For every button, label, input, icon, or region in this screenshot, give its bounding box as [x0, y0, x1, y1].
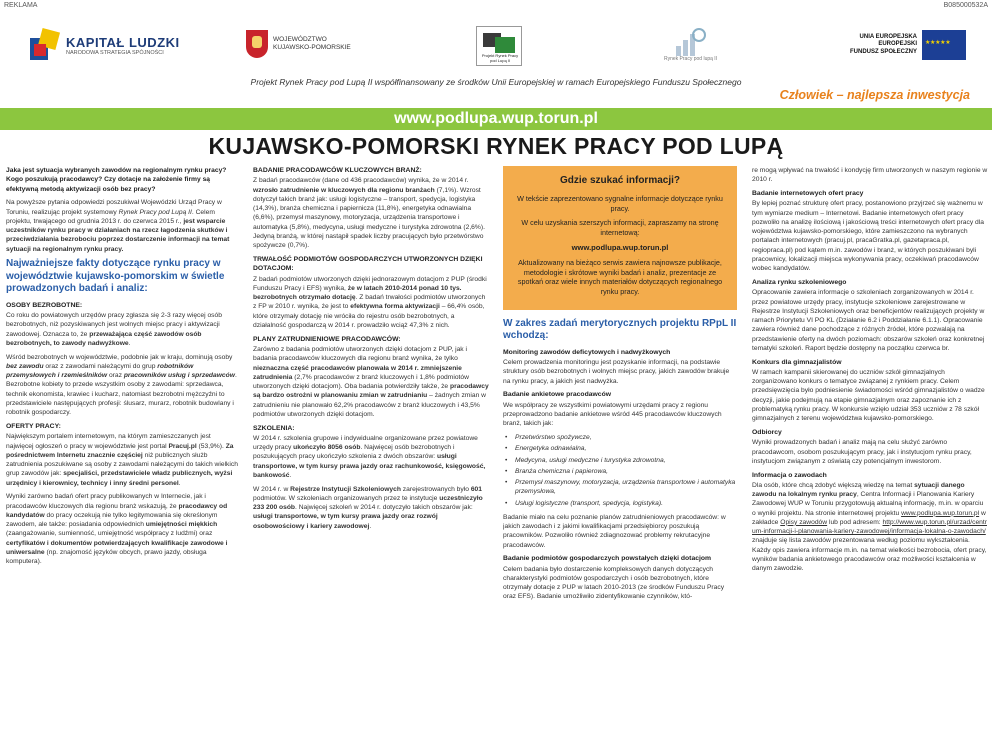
- list-item: • Przetwórstwo spożywcze,: [515, 433, 737, 442]
- occupation-descriptions-link[interactable]: Opisy zawodów: [780, 518, 828, 526]
- woj-line1: WOJEWÓDZTWO: [273, 36, 327, 44]
- facts-heading: Najważniejsze fakty dotyczące rynku pracy w województwie kujawsko-pomorskim w świetle prowadzonych badań i analiz:: [6, 258, 225, 295]
- eu-flag-icon: [922, 30, 966, 60]
- employment-plans-paragraph: Zarówno z badania podmiotów utworzonych dzięki dotacjom z PUP, jak i badania pracodawców kluczowych dla regionu branż wynika, że tylko nieznaczna część pracodawców planowała w 2014 r. zmniejszenie zatrudnienia (2,7% pracodawców z branż kluczowych i 1,8% podmiotów utworzonych dzięki dotacjom). Oba badania potwierdziły także, że pracodawcy są bardzo ostrożni w planowaniu zmian w zatrudnianiu – żadnych zmian w zatrudnieniu nie planowało 62,2% pracodawców z branż kluczowych i 43,5% podmiotów utworzonych dzięki dotacjom.: [253, 346, 489, 418]
- info-box-text: W celu uzyskania szerszych informacji, zapraszamy na stronę internetową:: [521, 218, 719, 237]
- info-box-text: W tekście zaprezentowano sygnalne informacje dotyczące rynku pracy.: [517, 193, 723, 213]
- info-box: [503, 166, 737, 310]
- section-title: SZKOLENIA:: [253, 424, 295, 432]
- occupations-paragraph: Dla osób, które chcą zdobyć większą wiedzę na temat sytuacji danego zawodu na lokalnym rynku pracy, Centra Informacji i Planowania Kariery Zawodowej WUP w Toruniu przygotowują aktualną informację, m.in. w oparciu o wyniki projektu. Na stronie internetowej projektu www.podlupa.wup.torun.pl w zakładce Opisy zawodów lub pod adresem: http://www.wup.torun.pl/urzad/centrum-informacji-i-planowania-kariery-zawodowej/informacja-lokalna-o-zawodach/ znajduje się lista zawodów prezentowana według poziomu wykształcenia. Każdy opis zawiera informacje m.in. na temat wielkości bezrobocia, ofert pracy, wyników badania ankietowego pracodawców oraz możliwości kształcenia w danym zawodzie.: [752, 481, 987, 573]
- training-register-paragraph: W 2014 r. w Rejestrze Instytucji Szkoleniowych zarejestrowanych było 601 podmiotów. W szkoleniach organizowanych przez te instytucje uczestniczyło 233 200 osób. Najwięcej szkoleń w 2014 r. dotyczyło takich obszarów jak: usługi transportowe, w tym kursy prawa jazdy oraz rozwój osobowościowy i kariery zawodowej.: [253, 485, 483, 530]
- column-1: [6, 166, 240, 729]
- task-title: Informacja o zawodach: [752, 471, 827, 479]
- unemployed-paragraph: Co roku do powiatowych urzędów pracy zgłasza się 2-3 razy więcej osób bezrobotnych, niż pozyskiwanych jest wolnych miejsc pracy i aktywizacji zawodowej. Oznacza to, że przeważająca część zawodów osób bezrobotnych, to zawody nadwyżkowe.: [6, 312, 222, 347]
- task-paragraph: We współpracy ze wszystkimi powiatowymi urzędami pracy z regionu przeprowadzono badanie ankietowe wśród 445 pracodawców kluczowych branż, takich jak:: [503, 401, 722, 428]
- task-title: Badanie podmiotów gospodarczych powstałych dzięki dotacjom: [503, 555, 712, 563]
- task-paragraph: Badanie miało na celu poznanie planów zatrudnieniowych pracodawców: w jakich zawodach i z jakimi kwalifikacjami przedsiębiorcy poszukują pracowników. Pozwoliło również zdiagnozować problemy rekrutacyjne pracodawców.: [503, 513, 726, 549]
- task-title: Monitoring zawodów deficytowych i nadwyżkowych: [503, 348, 671, 356]
- intro-paragraph: Na powyższe pytania odpowiedzi poszukiwał Wojewódzki Urząd Pracy w Toruniu, realizując projekt systemowy Rynek Pracy pod Lupą II. Celem projektu, trwającego od grudnia 2013 r. do czerwca 2015 r., jest wsparcie uczestników rynku pracy w działaniach na rzecz łagodzenia skutków i przeciwdziałania bezrobociu poprzez dostarczenie informacji na temat sytuacji na regionalnym rynku pracy.: [6, 199, 230, 253]
- task-title: Odbiorcy: [752, 428, 782, 436]
- kapital-ludzki-logo: [30, 28, 180, 62]
- task-title: Konkurs dla gimnazjalistów: [752, 358, 842, 366]
- industries-list: [515, 433, 737, 508]
- logo-strip: [0, 14, 992, 78]
- cofinancing-note: Projekt Rynek Pracy pod Lupą II współfinansowany ze środków Unii Europejskiej w ramach Europejskiego Funduszu Społecznego: [250, 77, 742, 87]
- rpl-icon: [476, 26, 522, 66]
- column-2: [253, 166, 489, 729]
- ue-line1: UNIA EUROPEJSKA: [859, 34, 918, 41]
- ue-line2: EUROPEJSKI: [878, 41, 918, 48]
- magnifier-chart-icon: [674, 26, 708, 56]
- list-item: • Przemysł maszynowy, motoryzacja, urządzenia transportowe i automatyka przemysłowa,: [515, 478, 737, 497]
- kl-title: KAPITAŁ LUDZKI: [66, 34, 180, 50]
- task-paragraph: Celem badania było dostarczenie kompleksowych danych dotyczących charakterystyki podmiotów gospodarczych i osób bezrobotnych, które otrzymały dotacje z PUP w latach 2010-2013 (ze środków Funduszu Pracy oraz EFS). Badanie umożliwiło zidentyfikowanie czynników, któ-: [503, 565, 725, 601]
- top-line: [0, 0, 992, 12]
- grants-paragraph: Z badań podmiotów utworzonych dzięki jednorazowym dotacjom z PUP (środki Funduszu Pracy i EFS) wynika, że w latach 2010-2014 ponad 10 tys. bezrobotnych otrzymało dotację. Z badań trwałości podmiotów utworzonych z FP w 2010 r. wynika, że jest to efektywna forma aktywizacji – 66,4% osób, które otrzymały dotację nie wróciła do rejestru osób bezrobotnych, a działalność gospodarczą w 2014 r. prowadziło wciąż 47,3% z nich.: [253, 275, 487, 329]
- list-item: • Energetyka odnawialna,: [515, 444, 737, 453]
- task-paragraph: W ramach kampanii skierowanej do uczniów szkół gimnazjalnych zorganizowano konkurs o tematyce związanej z rynkiem pracy. Celem przedsięwzięcia było podniesienie świadomości wśród gimnazjalistów o wadze decyzji, jakie podejmują na etapie gimnazjalnym oraz zapoznanie ich z problematyką rynku pracy. W konkursie wzięło udział 353 uczniów z 78 szkół gimnazjalnych z terenu województwa kujawsko-pomorskiego.: [752, 368, 985, 423]
- list-item: • Usługi logistyczne (transport, spedycja, logistyka).: [515, 499, 737, 508]
- task-title: Badanie internetowych ofert pracy: [752, 190, 864, 197]
- wojewodztwo-logo: [246, 30, 351, 58]
- unemployed-groups-paragraph: Wśród bezrobotnych w województwie, podobnie jak w kraju, dominują osoby bez zawodu oraz z zawodami należącymi do grup robotników przemysłowych i rzemieślników oraz pracowników usług i sprzedawców. Bezrobotne kobiety to przede wszystkim osoby z zawodami: sprzedawca, technik ekonomista, krawiec i kucharz, natomiast bezrobotni mężczyźni to przedstawiciele następujących profesji: ślusarz, murarz, robotnik budowlany i robotnik gospodarczy.: [6, 353, 237, 417]
- column-4: [752, 166, 988, 729]
- section-title: BADANIE PRACODAWCÓW KLUCZOWYCH BRANŻ:: [253, 167, 422, 174]
- info-box-url[interactable]: www.podlupa.wup.torun.pl: [571, 242, 669, 252]
- kl-subtitle: NARODOWA STRATEGIA SPÓJNOŚCI: [66, 49, 164, 56]
- project-link[interactable]: www.podlupa.wup.torun.pl: [901, 509, 980, 517]
- rpl-logo: [476, 26, 522, 66]
- website-url-bar[interactable]: www.podlupa.wup.torun.pl: [0, 108, 992, 130]
- column-3: [503, 166, 737, 729]
- page-title: KUJAWSKO-POMORSKI RYNEK PRACY POD LUPĄ: [208, 133, 784, 159]
- crest-icon: [246, 30, 268, 58]
- employer-expectations-paragraph: Wyniki zarówno badań ofert pracy publikowanych w Internecie, jak i pracodawców kluczowych dla regionu branż wskazują, że pracodawcy od kandydatów do pracy oczekują nie tylko legitymowania się określonym zawodem, ale także: posiadania odpowiednich umiejętności miękkich (zaangażowanie, sumienność, umiejętność współpracy z ludźmi) oraz certyfikatów i dokumentów potwierdzających kwalifikacje zawodowe i uniwersalne (np. znajomość języków obcych, prawo jazdy, obsługa komputera).: [6, 493, 228, 565]
- eu-logo: [850, 30, 966, 60]
- task-title: Badanie ankietowe pracodawców: [503, 391, 612, 399]
- ue-line3: FUNDUSZ SPOŁECZNY: [850, 48, 918, 55]
- rpu-caption: Rynek Pracy pod lupą II: [664, 56, 718, 62]
- section-title: OFERTY PRACY:: [6, 422, 61, 430]
- lead-paragraph: Jaka jest sytuacja wybranych zawodów na regionalnym rynku pracy? Kogo poszukują pracodawcy? Czy dotacje na założenie firmy są efektywną metodą aktywizacji osób bez pracy?: [6, 167, 227, 193]
- woj-line2: KUJAWSKO-POMORSKIE: [273, 44, 351, 51]
- tasks-heading: W zakres zadań merytorycznych projektu RPpL II wchodzą:: [503, 317, 737, 342]
- section-title: OSOBY BEZROBOTNE:: [6, 301, 83, 309]
- rpu-logo: [664, 26, 717, 62]
- local-info-link[interactable]: http://www.wup.torun.pl/urzad/centrum-informacji-i-planowania-kariery-zawodowej/informacja-lokalna-o-zawodach/: [752, 518, 987, 536]
- task-paragraph: Opracowanie zawiera informacje o szkoleniach zorganizowanych w 2014 r. przez powiatowe urzędy pracy, instytucje szkoleniowe zarejestrowane w Rejestrze Instytucji Szkoleniowych oraz beneficjentów realizujących projekty w ramach Priorytetu VI PO KL (Działanie 6.2 i Poddziałanie 6.1.1). Opracowanie zawiera również dane pochodzące z różnych źródeł, które pozwalają na przedstawienie oferty na dwóch poziomach: obszarów szkoleń oraz konkretnej tematyki szkoleń. Raport będzie dostępny na początku czerwca br.: [752, 289, 985, 352]
- trainings-paragraph: W 2014 r. szkolenia grupowe i indywidualne organizowane przez powiatowe urzędy pracy ukończyło 8056 osób. Najwięcej osób bezrobotnych i poszukujących pracy ukończyło szkolenia z dwóch obszarów: usługi transportowe, w tym kursy prawa jazdy oraz rachunkowość, księgowość, bankowość.: [253, 434, 486, 479]
- kapital-ludzki-icon: [30, 28, 60, 62]
- task-paragraph: By lepiej poznać strukturę ofert pracy, postanowiono przyjrzeć się ważnemu w tym wymiarze medium – Internetowi. Badanie internetowych ofert pracy pozwoliło na analizę ilościową i jakościową treści internetowych ofert pracy dla województwa kujawsko-pomorskiego, które zamieszczono na wybranych portalach internetowych (pracuj.pl, pracaGratka.pl, gazetapraca.pl, regiopraca.pl) pod kątem m.in. zawodów i branż, w których poszukiwani byli pracownicy, lokalizacji miejsca wykonywania pracy, oczekiwań pracodawców wobec kandydatów.: [752, 200, 984, 273]
- task-paragraph: Celem prowadzenia monitoringu jest pozyskanie informacji, na podstawie struktury osób bezrobotnych i wolnych miejsc pracy, jakich zawodów brakuje na rynku pracy, a jakich jest nadwyżka.: [503, 359, 730, 385]
- rpl-caption: Projekt Rynek Pracy pod Lupą II: [481, 53, 519, 63]
- list-item: • Medycyna, usługi medyczne i turystyka zdrowotna,: [515, 456, 737, 465]
- info-box-title: Gdzie szukać informacji?: [559, 175, 681, 186]
- section-title: PLANY ZATRUDNIENIOWE PRACODAWCÓW:: [253, 335, 401, 343]
- task-paragraph: Wyniki prowadzonych badań i analiz mają na celu służyć zarówno pracodawcom, osobom poszukującym pracy, jak i instytucjom rynku pracy, instytucjom związanym z oświatą czy potencjalnym inwestorom.: [752, 439, 972, 465]
- job-offers-paragraph: Największym portalem internetowym, na którym zamieszczanych jest najwięcej ogłoszeń o pracy w województwie jest portal Pracuj.pl (53,9%). Za pośrednictwem Internetu znacznie częściej niż publicznych służb zatrudnienia poszukiwane są osoby z zawodami należącymi do takich wielkich grup zawodów jak: specjaliści, przedstawiciele władz publicznych, wyżsi urzędnicy i kierownicy, technicy i inny średni personel.: [6, 433, 238, 487]
- section-title: TRWAŁOŚĆ PODMIOTÓW GOSPODARCZYCH UTWORZONYCH DZIĘKI DOTACJOM:: [253, 255, 483, 273]
- key-industries-paragraph: Z badań pracodawców (dane od 436 pracodawców) wynika, że w 2014 r. wzrosło zatrudnienie w kluczowych dla regionu branżach (7,1%). Wzrost dotyczył takich branż jak: usługi logistyczne – transport, spedycja, logistyka (14,3%), branża chemiczna i papiernicza (11,8%), energetyka odnawialna (6,6%), przemysł maszynowy, motoryzacja, urządzenia transportowe i automatyka (5,8%), medycyna, usługi medyczne i turystyka zdrowotna (2,6%). Jedyną branżą, w której nastąpił spadek liczby pracujących było przetwórstwo spożywcze (0,7%).: [253, 177, 485, 250]
- advert-label: REKLAMA: [4, 2, 38, 9]
- list-item: • Branża chemiczna i papierowa,: [515, 467, 737, 476]
- continued-paragraph: re mogą wpływać na trwałość i kondycję firm utworzonych w naszym regionie w 2010 r.: [752, 167, 988, 184]
- ad-code: B085000532A: [943, 2, 988, 9]
- info-box-text: Aktualizowany na bieżąco serwis zawiera najnowsze publikacje, metodologie i skrótowe wyniki badań i analiz, prezentacje ze spotkań oraz wiele innych materiałów dotyczących regionalnego rynku pracy.: [517, 257, 723, 297]
- task-title: Analiza rynku szkoleniowego: [752, 278, 847, 286]
- motto: Człowiek – najlepsza inwestycja: [779, 88, 970, 102]
